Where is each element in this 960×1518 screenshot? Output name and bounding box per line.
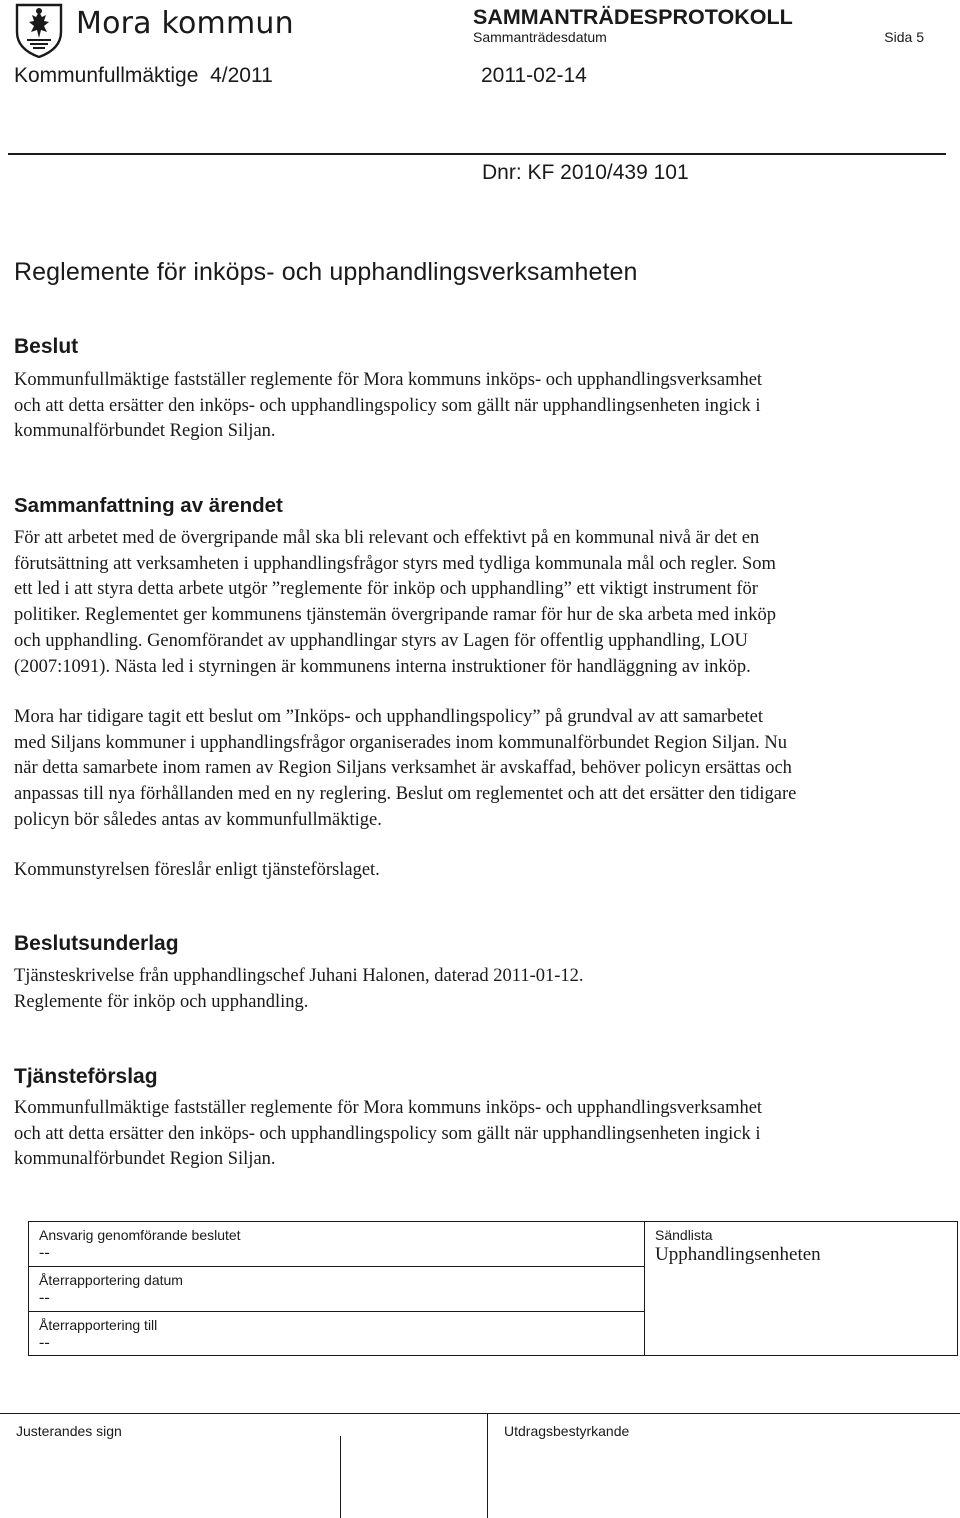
follow-up-table [28, 1221, 645, 1356]
beslut-text [14, 368, 939, 445]
utdragsbestyrkande-label: Utdragsbestyrkande [504, 1423, 630, 1439]
text-line: kommunalförbundet Region Siljan. [14, 1149, 276, 1170]
page-number: Sida 5 [884, 29, 924, 45]
beslut-heading: Beslut [14, 335, 79, 358]
beslutsunderlag-heading: Beslutsunderlag [14, 932, 179, 955]
text-line: när detta samarbete inom ramen av Region Siljans verksamhet är avskaffad, behöver policyn ersättas och [14, 758, 792, 779]
aterrapportering-datum-label: Återrapportering datum [39, 1272, 183, 1288]
text-line: förutsättning att verksamheten i upphandlingsfrågor styrs med tydliga kommunala mål och regler. Som [14, 553, 776, 574]
aterrapportering-datum-cell [29, 1267, 644, 1312]
text-line: Kommunfullmäktige fastställer reglemente för Mora kommuns inköps- och upphandlingsverksamhet [14, 370, 763, 390]
text-line: politiker. Reglementet ger kommunens tjänstemän övergripande ramar för hur de ska arbeta med inköp [14, 605, 777, 626]
text-line: policyn bör således antas av kommunfullmäktige. [14, 809, 382, 830]
org-name: Mora kommun [76, 6, 294, 41]
session-date: 2011-02-14 [481, 64, 587, 87]
beslutsunderlag-text [14, 964, 939, 1015]
header-divider [8, 153, 946, 155]
text-line: kommunalförbundet Region Siljan. [14, 421, 276, 442]
text-line: och att detta ersätter den inköps- och upphandlingspolicy som gällt när upphandlingsenheten ingick i [14, 395, 761, 416]
ansvarig-value: -- [39, 1244, 50, 1261]
ansvarig-label: Ansvarig genomförande beslutet [39, 1227, 241, 1243]
tjansteforslag-heading: Tjänsteförslag [14, 1065, 158, 1088]
aterrapportering-till-label: Återrapportering till [39, 1317, 158, 1333]
text-line: Kommunstyrelsen föreslår enligt tjänsteförslaget. [14, 860, 380, 880]
footer-column-divider [487, 1414, 488, 1518]
text-line: och att detta ersätter den inköps- och upphandlingspolicy som gällt när upphandlingsenheten ingick i [14, 1123, 761, 1144]
text-line: Tjänsteskrivelse från upphandlingschef Juhani Halonen, daterad 2011-01-12. [14, 966, 584, 986]
case-number: Dnr: KF 2010/439 101 [482, 161, 689, 184]
text-line: (2007:1091). Nästa led i styrningen är kommunens interna instruktioner för handläggning av inköp. [14, 656, 751, 677]
document-type: SAMMANTRÄDESPROTOKOLL [473, 5, 793, 29]
tjansteforslag-text [14, 1096, 939, 1173]
meeting-date-label: Sammanträdesdatum [473, 29, 607, 45]
case-title: Reglemente för inköps- och upphandlingsverksamheten [14, 258, 638, 286]
aterrapportering-till-cell [29, 1312, 644, 1356]
text-line: För att arbetet med de övergripande mål ska bli relevant och effektivt på en kommunal nivå är det en [14, 528, 760, 548]
sammanfattning-p3 [14, 858, 939, 884]
aterrapportering-till-value: -- [39, 1334, 50, 1351]
sammanfattning-p2 [14, 705, 939, 834]
text-line: ett led i att styra detta arbete utgör ”reglemente för inköp och upphandling” ett viktigt instrument för [14, 579, 758, 600]
sammanfattning-p1 [14, 526, 939, 680]
sandlista-value: Upphandlingsenheten [655, 1244, 821, 1265]
sandlista-cell [643, 1221, 958, 1356]
justerandes-sign-label: Justerandes sign [16, 1423, 122, 1439]
text-line: med Siljans kommuner i upphandlingsfrågor organiserades inom kommunalförbundet Region Siljan. Nu [14, 732, 787, 753]
ansvarig-cell [29, 1222, 644, 1267]
text-line: och upphandling. Genomförandet av upphandlingar styrs av Lagen för offentlig upphandling, LOU [14, 630, 748, 651]
session-label: Kommunfullmäktige 4/2011 [14, 64, 273, 87]
sammanfattning-heading: Sammanfattning av ärendet [14, 494, 283, 517]
text-line: Reglemente för inköp och upphandling. [14, 991, 309, 1012]
mora-coat-of-arms-icon [14, 2, 64, 58]
text-line: Kommunfullmäktige fastställer reglemente för Mora kommuns inköps- och upphandlingsverksamhet [14, 1098, 763, 1118]
signature-box-divider [340, 1436, 341, 1518]
sandlista-label: Sändlista [655, 1227, 713, 1243]
text-line: anpassas till nya förhållanden med en ny reglering. Beslut om reglementet och att det ersätter den tidigare [14, 784, 797, 805]
aterrapportering-datum-value: -- [39, 1289, 50, 1306]
text-line: Mora har tidigare tagit ett beslut om ”Inköps- och upphandlingspolicy” på grundval av att samarbetet [14, 707, 764, 727]
footer-divider [0, 1413, 960, 1414]
